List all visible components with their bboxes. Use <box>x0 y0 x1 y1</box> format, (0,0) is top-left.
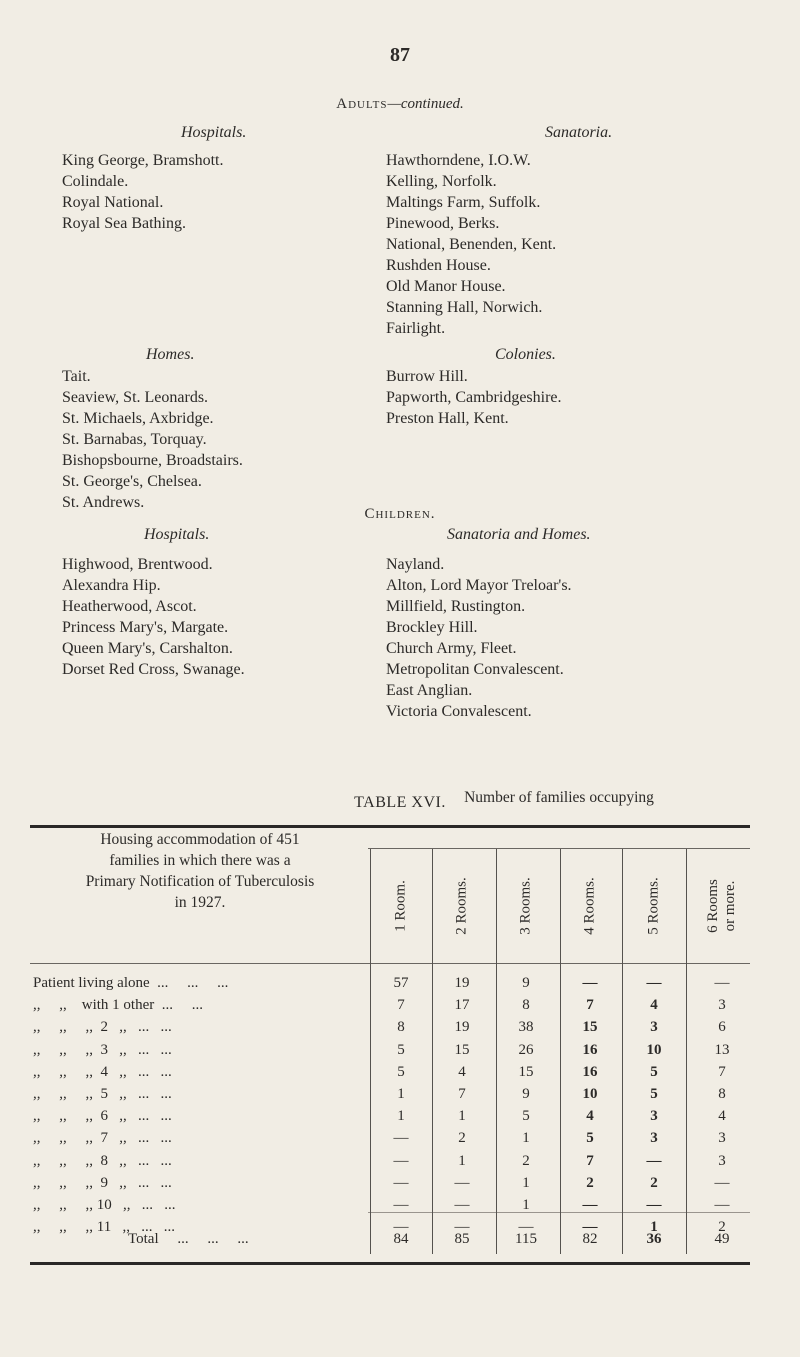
total-cell: 36 <box>646 1231 662 1247</box>
list-item: Rushden House. <box>386 257 491 274</box>
list-item: Tait. <box>62 368 91 385</box>
column-header-line: or more. <box>722 880 738 932</box>
total-cell: 84 <box>393 1231 409 1247</box>
list-item: East Anglian. <box>386 682 473 699</box>
table-cell: 7 <box>586 1152 594 1169</box>
table-cell: 5 <box>650 1063 658 1080</box>
table-cell: 1 <box>458 1152 466 1169</box>
table-cell: 17 <box>454 997 470 1014</box>
total-cell: 49 <box>714 1231 730 1247</box>
list-item: Old Manor House. <box>386 278 506 295</box>
table-cell: 2 <box>650 1174 658 1191</box>
table-cell: — <box>393 1197 409 1213</box>
row-label: Patient living alone ... ... ... <box>33 975 229 991</box>
table-cell: 57 <box>393 975 409 991</box>
column-divider <box>496 849 497 1254</box>
column-header <box>582 877 599 935</box>
list-item: Bishopsbourne, Broadstairs. <box>62 452 243 469</box>
row-label: ,, ,, ,, 6 ,, ... ... <box>33 1108 172 1125</box>
list-item: Kelling, Norfolk. <box>386 173 497 190</box>
table-top-rule <box>30 825 750 828</box>
row-label: ,, ,, ,, 9 ,, ... ... <box>33 1174 172 1191</box>
table-cell: 1 <box>650 1219 658 1236</box>
table-cell: 16 <box>582 1063 598 1080</box>
table-cell: 4 <box>650 997 658 1014</box>
total-cell: 85 <box>454 1231 470 1247</box>
list-item: Royal Sea Bathing. <box>62 215 186 232</box>
list-item: Brockley Hill. <box>386 619 478 636</box>
list-item: St. George's, Chelsea. <box>62 473 202 490</box>
adults-heading-text: Adults <box>336 96 388 112</box>
total-cell: 115 <box>515 1231 537 1247</box>
column-divider <box>560 849 561 1254</box>
table-cell: — <box>582 1197 598 1213</box>
adults-heading <box>0 96 800 113</box>
table-cell: 1 <box>522 1197 530 1213</box>
list-item: Heatherwood, Ascot. <box>62 598 197 615</box>
caption-line-2: families in which there was a <box>109 852 291 869</box>
list-item: Burrow Hill. <box>386 368 468 385</box>
table-cell: 2 <box>586 1174 594 1191</box>
column-header <box>454 877 471 935</box>
list-item: St. Andrews. <box>62 494 145 511</box>
row-label: ,, ,, ,, 11 ,, ... ... <box>33 1219 175 1236</box>
list-item: Hawthorndene, I.O.W. <box>386 152 531 169</box>
table-cell: 8 <box>718 1086 726 1102</box>
list-item: Victoria Convalescent. <box>386 703 532 720</box>
table-caption <box>30 829 370 913</box>
table-cell: 3 <box>650 1019 658 1036</box>
row-label: ,, ,, ,, 10 ,, ... ... <box>33 1197 176 1213</box>
table-cell: 5 <box>586 1130 594 1147</box>
column-divider <box>686 849 687 1254</box>
row-label: ,, ,, ,, 2 ,, ... ... <box>33 1019 172 1036</box>
table-cell: — <box>714 975 730 991</box>
table-cell: 2 <box>522 1152 530 1169</box>
table-cell: 7 <box>586 997 594 1014</box>
children-sanatoria-homes-title: Sanatoria and Homes. <box>447 526 591 543</box>
table-cell: — <box>393 1130 409 1147</box>
column-header-line: 4 Rooms. <box>581 877 598 935</box>
list-item: Preston Hall, Kent. <box>386 410 509 427</box>
list-item: Alton, Lord Mayor Treloar's. <box>386 577 572 594</box>
children-hospitals-list <box>62 554 245 680</box>
adults-colonies-title: Colonies. <box>495 346 556 363</box>
table-cell: 1 <box>522 1130 530 1147</box>
table-cell: — <box>393 1219 409 1236</box>
column-header-line: 3 Rooms. <box>517 877 534 935</box>
children-hospitals-title: Hospitals. <box>144 526 210 543</box>
row-label: ,, ,, ,, 3 ,, ... ... <box>33 1041 172 1058</box>
table-cell: 19 <box>454 1019 470 1036</box>
group-header: Number of families occupying <box>464 789 654 806</box>
table-cell: 7 <box>458 1086 466 1102</box>
list-item: Highwood, Brentwood. <box>62 556 213 573</box>
caption-line-4: in 1927. <box>174 894 226 911</box>
row-label: ,, ,, ,, 5 ,, ... ... <box>33 1086 172 1102</box>
column-header-line: 2 Rooms. <box>453 877 470 935</box>
table-cell: 5 <box>522 1108 530 1125</box>
table-cell: 1 <box>458 1108 466 1125</box>
row-label: ,, ,, ,, 7 ,, ... ... <box>33 1130 172 1147</box>
list-item: Queen Mary's, Carshalton. <box>62 640 233 657</box>
adults-hospitals-list <box>62 150 223 234</box>
caption-line-3: Primary Notification of Tuberculosis <box>85 873 315 890</box>
adults-homes-list <box>62 366 243 513</box>
table-title: TABLE XVI. <box>354 794 446 811</box>
table-cell: 16 <box>582 1041 598 1058</box>
table-cell: 38 <box>518 1019 534 1036</box>
children-heading: Children. <box>364 506 436 522</box>
table-cell: — <box>646 1197 662 1213</box>
table-cell: — <box>393 1174 409 1191</box>
adults-hospitals-title: Hospitals. <box>181 124 247 141</box>
table-cell: 5 <box>397 1041 405 1058</box>
list-item: Church Army, Fleet. <box>386 640 517 657</box>
table-bottom-rule <box>30 1262 750 1265</box>
column-header <box>705 879 739 933</box>
table-cell: 4 <box>458 1063 466 1080</box>
table-cell: 9 <box>522 975 530 991</box>
table-cell: 3 <box>718 997 726 1014</box>
list-item: King George, Bramshott. <box>62 152 224 169</box>
list-item: Princess Mary's, Margate. <box>62 619 229 636</box>
total-cell: 82 <box>582 1231 598 1247</box>
table-cell: 1 <box>522 1174 530 1191</box>
column-divider <box>622 849 623 1254</box>
list-item: Maltings Farm, Suffolk. <box>386 194 541 211</box>
table-cell: 15 <box>454 1041 470 1058</box>
list-item: Stanning Hall, Norwich. <box>386 299 543 316</box>
table-cell: 5 <box>650 1086 658 1102</box>
table-cell: — <box>454 1174 470 1191</box>
table-cell: 15 <box>518 1063 534 1080</box>
table-cell: 3 <box>650 1130 658 1147</box>
column-divider <box>432 849 433 1254</box>
table-cell: 3 <box>718 1152 726 1169</box>
table-cell: 8 <box>397 1019 405 1036</box>
table-cell: 10 <box>582 1086 598 1102</box>
header-rule <box>30 963 750 964</box>
adults-colonies-list <box>386 366 562 429</box>
column-header-line: 6 Rooms <box>705 879 721 933</box>
list-item: Alexandra Hip. <box>62 577 161 594</box>
page-number: 87 <box>390 44 410 66</box>
list-item: Fairlight. <box>386 320 446 337</box>
column-header <box>646 877 663 935</box>
table-cell: — <box>646 975 662 991</box>
table-cell: — <box>646 1152 662 1169</box>
table-cell: 1 <box>397 1086 405 1102</box>
list-item: Millfield, Rustington. <box>386 598 526 615</box>
table-cell: 9 <box>522 1086 530 1102</box>
table-cell: — <box>393 1152 409 1169</box>
table-cell: — <box>582 1219 598 1236</box>
group-header-rule <box>368 848 750 849</box>
table-cell: 8 <box>522 997 530 1014</box>
table-cell: — <box>714 1197 730 1213</box>
table-cell: 3 <box>650 1108 658 1125</box>
table-cell: 13 <box>714 1041 730 1058</box>
table-cell: 10 <box>646 1041 662 1058</box>
table-cell: — <box>454 1197 470 1213</box>
column-divider <box>370 849 371 1254</box>
list-item: Seaview, St. Leonards. <box>62 389 209 406</box>
children-sanatoria-homes-list <box>386 554 572 722</box>
list-item: National, Benenden, Kent. <box>386 236 557 253</box>
table-cell: — <box>714 1174 730 1191</box>
column-header-line: 1 Room. <box>392 880 409 932</box>
list-item: Metropolitan Convalescent. <box>386 661 564 678</box>
row-label: ,, ,, with 1 other ... ... <box>33 997 203 1014</box>
table-cell: 5 <box>397 1063 405 1080</box>
table-cell: — <box>518 1219 534 1236</box>
list-item: Royal National. <box>62 194 164 211</box>
adults-sanatoria-list <box>386 150 556 339</box>
list-item: Nayland. <box>386 556 445 573</box>
list-item: Dorset Red Cross, Swanage. <box>62 661 245 678</box>
table-cell: 7 <box>718 1063 726 1080</box>
column-header <box>518 877 535 935</box>
adults-sanatoria-title: Sanatoria. <box>545 124 613 141</box>
table-cell: 15 <box>582 1019 598 1036</box>
table-cell: 3 <box>718 1130 726 1147</box>
list-item: St. Barnabas, Torquay. <box>62 431 207 448</box>
list-item: St. Michaels, Axbridge. <box>62 410 214 427</box>
adults-heading-suffix: —continued. <box>387 96 464 112</box>
table-cell: — <box>454 1219 470 1236</box>
adults-homes-title: Homes. <box>146 346 195 363</box>
list-item: Colindale. <box>62 173 129 190</box>
table-cell: 6 <box>718 1019 726 1036</box>
column-header <box>393 880 410 932</box>
row-label: ,, ,, ,, 4 ,, ... ... <box>33 1063 172 1080</box>
table-cell: 4 <box>586 1108 594 1125</box>
row-label: ,, ,, ,, 8 ,, ... ... <box>33 1152 172 1169</box>
table-cell: 1 <box>397 1108 405 1125</box>
table-cell: — <box>582 975 598 991</box>
caption-line-1: Housing accommodation of 451 <box>100 831 300 848</box>
table-cell: 7 <box>397 997 405 1014</box>
column-header-line: 5 Rooms. <box>645 877 662 935</box>
table-cell: 19 <box>454 975 470 991</box>
total-label: Total ... ... ... <box>128 1231 249 1247</box>
table-cell: 2 <box>458 1130 466 1147</box>
list-item: Pinewood, Berks. <box>386 215 500 232</box>
table-cell: 26 <box>518 1041 534 1058</box>
list-item: Papworth, Cambridgeshire. <box>386 389 562 406</box>
table-cell: 4 <box>718 1108 726 1125</box>
table-cell: 2 <box>718 1219 726 1236</box>
